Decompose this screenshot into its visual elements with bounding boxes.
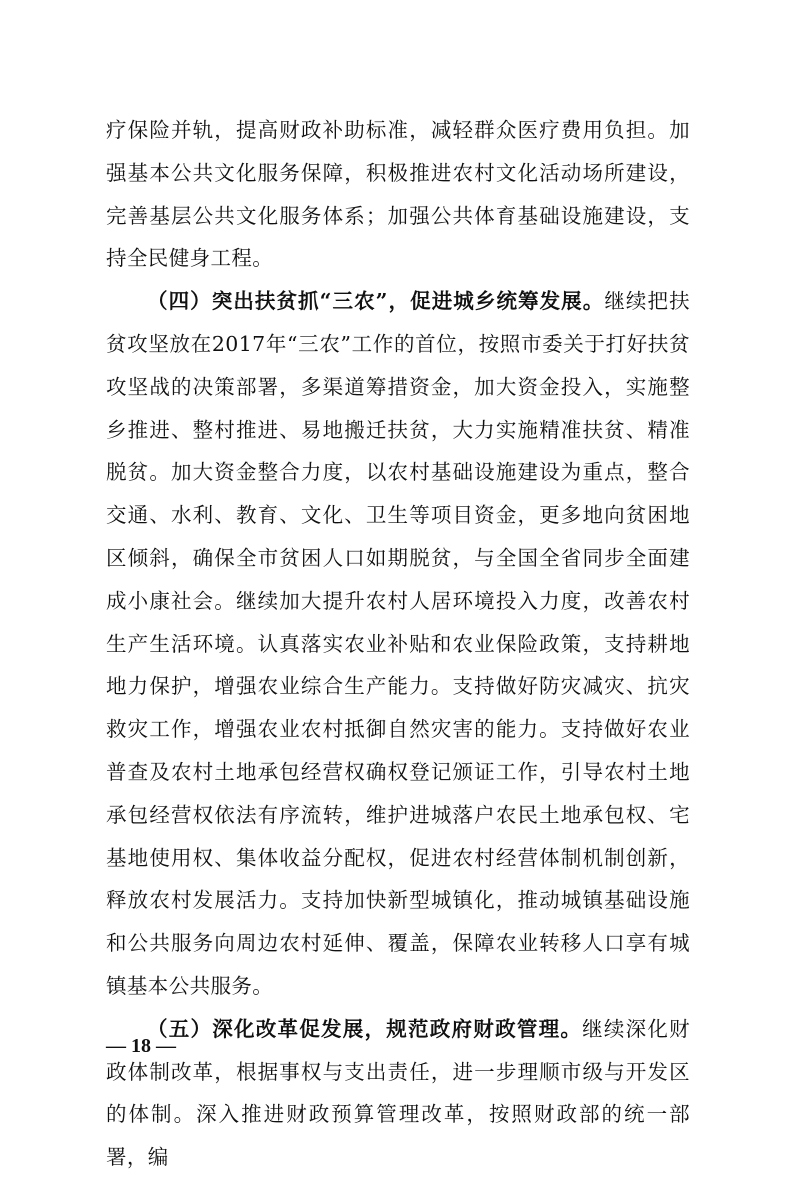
paragraph-text: 继续深化财政体制改革，根据事权与支出责任，进一步理顺市级与开发区的体制。深入推进财政预算管理改革，按照财政部的统一部署，编: [106, 1016, 691, 1170]
paragraph-text: 继续把扶贫攻坚放在2017年“三农”工作的首位，按照市委关于打好扶贫攻坚战的决策部署，多渠道筹措资金，加大资金投入，实施整乡推进、整村推进、易地搬迁扶贫，大力实施精准扶贫、精准脱贫。加大资金整合力度，以农村基础设施建设为重点，整合交通、水利、教育、文化、卫生等项目资金，更多地向贫困地区倾斜，确保全市贫困人口如期脱贫，与全国全省同步全面建成小康社会。继续加大提升农村人居环境投入力度，改善农村生产生活环境。认真落实农业补贴和农业保险政策，支持耕地地力保护，增强农业综合生产能力。支持做好防灾减灾、抗灾救灾工作，增强农业农村抵御自然灾害的能力。支持做好农业普查及农村土地承包经营权确权登记颁证工作，引导农村土地承包经营权依法有序流转，维护进城落户农民土地承包权、宅基地使用权、集体收益分配权，促进农村经营体制机制创新，释放农村发展活力。支持加快新型城镇化，推动城镇基础设施和公共服务向周边农村延伸、覆盖，保障农业转移人口享有城镇基本公共服务。: [106, 289, 690, 998]
paragraph-poverty-agriculture: [106, 280, 690, 1008]
page-number: — 18 —: [106, 1035, 176, 1057]
paragraph-text: 疗保险并轨，提高财政补助标准，减轻群众医疗费用负担。加强基本公共文化服务保障，积极推进农村文化活动场所建设，完善基层公共文化服务体系；加强公共体育基础设施建设，支持全民健身工程。: [106, 118, 690, 271]
section-heading-five: （五）深化改革促发展，规范政府财政管理。: [147, 1016, 583, 1041]
paragraph-reform-finance: [106, 1008, 690, 1179]
paragraph-healthcare-culture: [106, 109, 690, 280]
body-text: [106, 109, 690, 1179]
section-heading-four: （四）突出扶贫抓“三农”，促进城乡统筹发展。: [147, 289, 605, 314]
